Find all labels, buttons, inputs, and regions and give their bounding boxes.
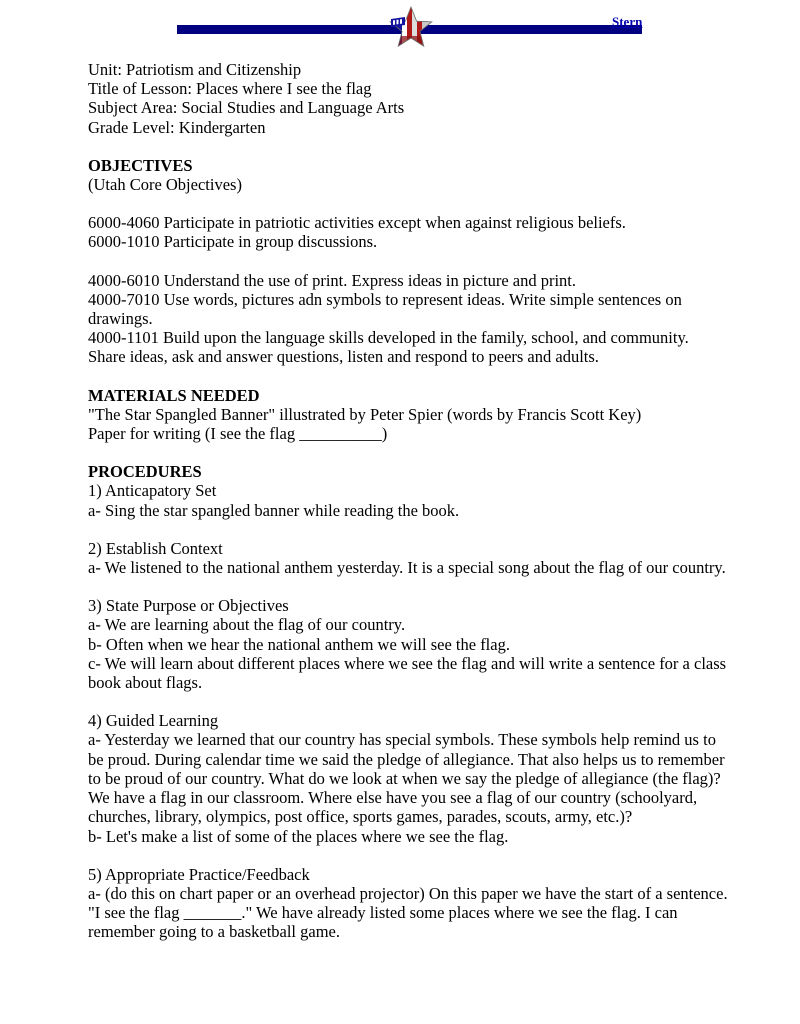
procedure-step-5 bbox=[88, 865, 728, 942]
materials-heading: MATERIALS NEEDED bbox=[88, 385, 260, 405]
materials-paper-suffix: ) bbox=[381, 424, 388, 444]
lesson-unit-line: Unit: Patriotism and Citizenship bbox=[88, 60, 302, 79]
fill-in-blank-short bbox=[184, 903, 242, 922]
procedure-step-item: c- We will learn about different places where we see the flag and will write a sentence for a class book about flags. bbox=[88, 653, 727, 693]
objectives-group-social-studies bbox=[88, 213, 728, 251]
objectives-source-line: (Utah Core Objectives) bbox=[88, 175, 242, 195]
procedure-step-4 bbox=[88, 711, 728, 845]
procedures-section bbox=[88, 462, 728, 520]
objectives-group-language-arts bbox=[88, 271, 728, 367]
fill-in-blank-long bbox=[299, 424, 382, 443]
procedure-step-item: a- Sing the star spangled banner while reading the book. bbox=[88, 500, 460, 520]
procedure-step-title: 2) Establish Context bbox=[88, 538, 223, 558]
objective-item: 4000-6010 Understand the use of print. Express ideas in picture and print. bbox=[88, 270, 577, 290]
lesson-grade-line: Grade Level: Kindergarten bbox=[88, 117, 266, 137]
spacer bbox=[88, 367, 728, 386]
materials-item-book: "The Star Spangled Banner" illustrated by Peter Spier (words by Francis Scott Key) bbox=[88, 404, 642, 424]
objective-item: 6000-4060 Participate in patriotic activities except when against religious beliefs. bbox=[88, 213, 626, 233]
procedure-step-item: b- Often when we hear the national anthem we will see the flag. bbox=[88, 634, 510, 654]
spacer bbox=[88, 194, 728, 213]
objective-item: 4000-1101 Build upon the language skills developed in the family, school, and community. Share ideas, ask and answer questions, listen and respond to peers and adults. bbox=[88, 328, 689, 367]
spacer bbox=[88, 692, 728, 711]
procedure-step-3 bbox=[88, 596, 728, 692]
objective-item: 6000-1010 Participate in group discussions. bbox=[88, 232, 378, 252]
objective-item: 4000-7010 Use words, pictures adn symbols to represent ideas. Write simple sentences on drawings. bbox=[88, 289, 682, 329]
spacer bbox=[88, 846, 728, 865]
objectives-section bbox=[88, 156, 728, 194]
procedure-step-item: a- We listened to the national anthem yesterday. It is a special song about the flag of our country. bbox=[88, 558, 726, 578]
lesson-plan-document bbox=[0, 52, 800, 942]
procedure-step-title: 5) Appropriate Practice/Feedback bbox=[88, 864, 310, 884]
step-five-prefix: a- (do this on chart paper or an overhead projector) On this paper we have the start of a sentence. "I see the flag bbox=[88, 883, 728, 923]
objectives-heading: OBJECTIVES bbox=[88, 155, 193, 175]
procedure-step-item: a- Yesterday we learned that our country has special symbols. These symbols help remind us to be proud. During calendar time we said the pledge of allegiance. That also helps us to remember to be proud of our country. What do we look at when we say the pledge of allegiance (the flag)? We have a flag in our classroom. Where else have you see a flag of our country (schoolyard, churches, library, olympics, post office, sports games, parades, scouts, army, etc.)? bbox=[88, 730, 725, 827]
materials-paper-prefix: Paper for writing (I see the flag bbox=[88, 424, 300, 444]
spacer bbox=[88, 137, 728, 156]
procedure-step-title: 3) State Purpose or Objectives bbox=[88, 596, 289, 616]
materials-section bbox=[88, 386, 728, 444]
spacer bbox=[88, 520, 728, 539]
page-banner bbox=[0, 0, 800, 52]
stern-link[interactable]: Stern bbox=[612, 14, 643, 29]
procedure-step-title: 4) Guided Learning bbox=[88, 711, 219, 731]
procedure-step-2 bbox=[88, 539, 728, 577]
lesson-subject-line: Subject Area: Social Studies and Language Arts bbox=[88, 98, 405, 118]
spacer bbox=[88, 443, 728, 462]
patriotic-star-icon bbox=[389, 6, 433, 48]
procedure-step-item: a- We are learning about the flag of our country. bbox=[88, 615, 406, 635]
procedure-step-item bbox=[88, 884, 728, 942]
procedure-step-title: 1) Anticapatory Set bbox=[88, 481, 217, 501]
spacer bbox=[88, 252, 728, 271]
spacer bbox=[88, 577, 728, 596]
materials-item-paper bbox=[88, 424, 728, 443]
procedure-step-item: b- Let's make a list of some of the places where we see the flag. bbox=[88, 826, 509, 846]
procedures-heading: PROCEDURES bbox=[88, 462, 202, 482]
lesson-meta-block bbox=[88, 60, 728, 137]
lesson-title-line: Title of Lesson: Places where I see the flag bbox=[88, 79, 372, 99]
step-five-suffix: ." We have already listed some places where we see the flag. I can remember going to a basketball game. bbox=[88, 903, 678, 942]
